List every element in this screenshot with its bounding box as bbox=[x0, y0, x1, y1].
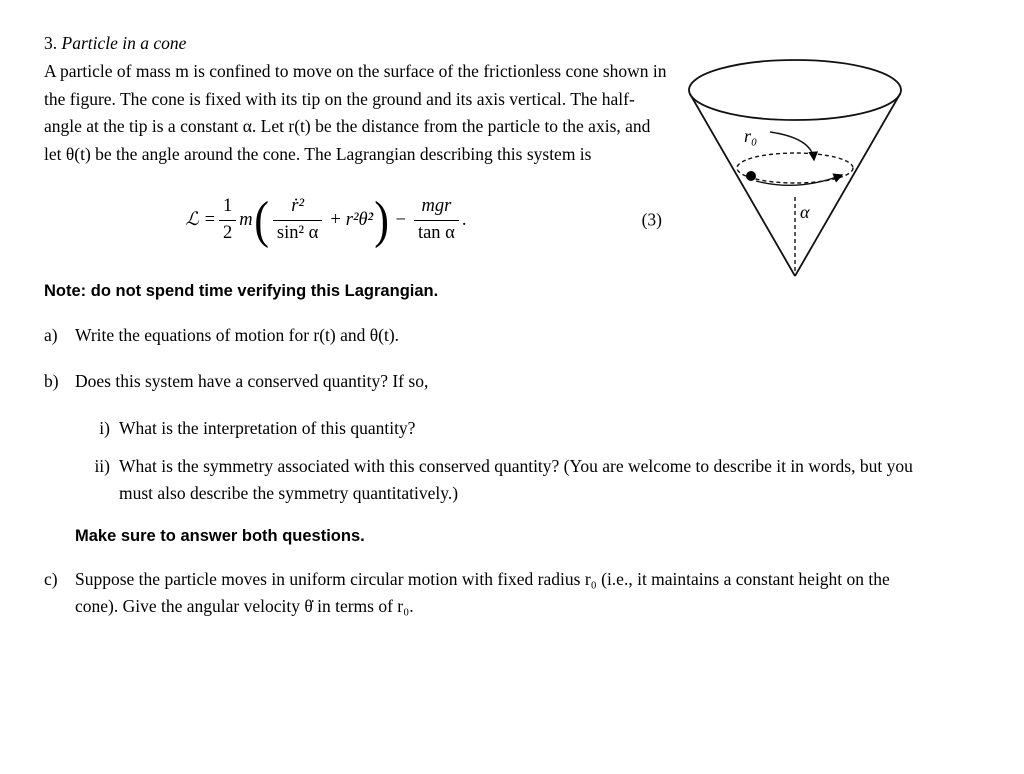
item-c-text: Suppose the particle moves in uniform circular motion with fixed radius r₀ (i.e., it maintains a constant height on the cone). Give the angular velocity θ̇ in terms of r₀. bbox=[75, 568, 890, 616]
item-a bbox=[44, 322, 980, 350]
eq-period: . bbox=[461, 209, 467, 230]
item-b-label: b) bbox=[44, 370, 59, 391]
eq-one-half-fraction: $\frac{1}{2}$ bbox=[219, 195, 236, 244]
lagrangian-equation-block bbox=[44, 182, 668, 258]
item-c bbox=[44, 566, 980, 621]
item-a-text: Write the equations of motion for r(t) and θ(t). bbox=[75, 325, 400, 345]
cone-figure-svg bbox=[676, 52, 920, 292]
eq-gravity-fraction: $\frac{\text{mgr}}{\text{tan α}}$ bbox=[414, 195, 459, 244]
eq-lhs: ℒ = bbox=[185, 210, 216, 230]
eq-plus-sign: + bbox=[330, 209, 341, 230]
radius-arrow bbox=[770, 132, 814, 160]
eq-theta-term: r²θ̇² bbox=[345, 209, 374, 230]
cone-rim bbox=[689, 60, 901, 120]
subitem-i-text: What is the interpretation of this quantity? bbox=[119, 418, 416, 438]
radius-label: r₀ bbox=[744, 126, 758, 146]
note-text: Note: do not spend time verifying this Lagrangian. bbox=[44, 282, 439, 300]
problem-number: 3. bbox=[44, 33, 58, 53]
problem-title-text: Particle in a cone bbox=[61, 33, 187, 53]
item-b bbox=[44, 368, 980, 396]
eq-minus-sign: − bbox=[395, 209, 406, 230]
subitem-ii-label: ii) bbox=[94, 455, 110, 476]
subitem-ii bbox=[86, 453, 980, 508]
half-angle-label: α bbox=[800, 202, 810, 222]
eq-rdot-fraction: $\frac{\text{ṙ²}}{\text{sin² α}}$ bbox=[273, 195, 322, 244]
reminder-text: Make sure to answer both questions. bbox=[75, 526, 365, 545]
cone-figure bbox=[676, 52, 920, 292]
item-b-text: Does this system have a conserved quantity? If so, bbox=[75, 370, 429, 391]
subitem-i bbox=[86, 415, 980, 443]
item-a-label: a) bbox=[44, 325, 58, 345]
eq-mass: m bbox=[239, 209, 253, 230]
subitem-i-label: i) bbox=[99, 418, 110, 438]
cone-right-side bbox=[795, 94, 900, 276]
intro-paragraph: A particle of mass m is confined to move on the surface of the frictionless cone shown in the figure. The cone is fixed with its tip on the ground and its axis vertical. The half-angle at the tip is a constant α. Let r(t) be the distance from the particle to the axis, and let θ(t) be the angle around the cone. The Lagrangian describing this system is bbox=[44, 61, 667, 164]
lagrangian-equation: ℒ = $\frac{1}{2}$ m ( $\frac{\text{ṙ²}}{\text{sin² α}}$ + r²θ̇² ) − $\frac{\text{mgr}}{\text{tan α}}$ . bbox=[185, 192, 467, 249]
subitem-ii-text: What is the symmetry associated with this conserved quantity? (You are welcome to describe it in words, but you must also describe the symmetry quantitatively.) bbox=[119, 455, 913, 503]
particle-dot bbox=[746, 171, 756, 181]
item-c-label: c) bbox=[44, 568, 58, 589]
equation-number: (3) bbox=[641, 209, 662, 230]
